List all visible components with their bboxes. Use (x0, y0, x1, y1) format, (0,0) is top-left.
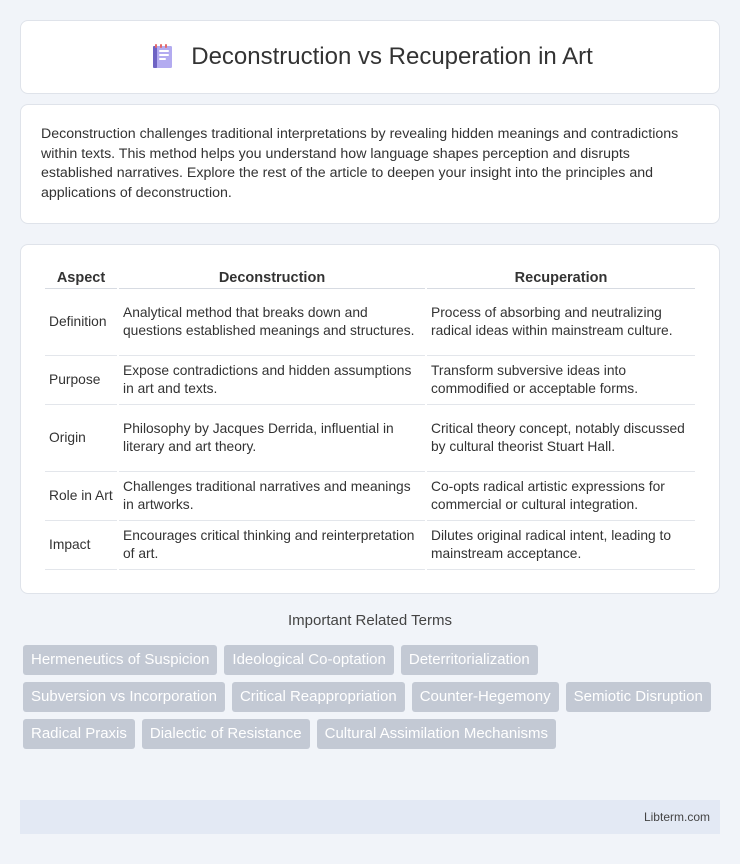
recuperation-cell: Dilutes original radical intent, leading to mainstream acceptance. (427, 521, 695, 570)
table-row (45, 356, 695, 405)
related-term-tag[interactable]: Counter-Hegemony (412, 682, 559, 712)
comparison-card (20, 244, 720, 594)
deconstruction-cell: Encourages critical thinking and reinterpretation of art. (119, 521, 425, 570)
related-term-tag[interactable]: Hermeneutics of Suspicion (23, 645, 217, 675)
recuperation-cell: Critical theory concept, notably discussed by cultural theorist Stuart Hall. (427, 405, 695, 472)
aspect-cell: Impact (45, 521, 117, 570)
related-terms-list (23, 645, 723, 749)
related-term-tag[interactable]: Radical Praxis (23, 719, 135, 749)
intro-card (20, 104, 720, 224)
related-term-tag[interactable]: Semiotic Disruption (566, 682, 711, 712)
deconstruction-cell: Challenges traditional narratives and meanings in artworks. (119, 472, 425, 521)
table-row (45, 472, 695, 521)
column-header: Recuperation (427, 265, 695, 289)
footer-site-link[interactable]: Libterm.com (643, 810, 710, 824)
deconstruction-cell: Analytical method that breaks down and questions established meanings and structures. (119, 289, 425, 356)
aspect-cell: Definition (45, 289, 117, 356)
related-term-tag[interactable]: Dialectic of Resistance (142, 719, 310, 749)
aspect-cell: Purpose (45, 356, 117, 405)
related-term-tag[interactable]: Critical Reappropriation (232, 682, 405, 712)
aspect-cell: Role in Art (45, 472, 117, 521)
related-term-tag[interactable]: Subversion vs Incorporation (23, 682, 225, 712)
recuperation-cell: Process of absorbing and neutralizing radical ideas within mainstream culture. (427, 289, 695, 356)
related-terms-title: Important Related Terms (288, 612, 452, 629)
footer (20, 800, 720, 834)
recuperation-cell: Transform subversive ideas into commodified or acceptable forms. (427, 356, 695, 405)
deconstruction-cell: Expose contradictions and hidden assumptions in art and texts. (119, 356, 425, 405)
title-card (20, 20, 720, 94)
recuperation-cell: Co-opts radical artistic expressions for commercial or cultural integration. (427, 472, 695, 521)
deconstruction-cell: Philosophy by Jacques Derrida, influential in literary and art theory. (119, 405, 425, 472)
column-header: Deconstruction (119, 265, 425, 289)
column-header: Aspect (45, 265, 117, 289)
table-row (45, 405, 695, 472)
book-icon (147, 42, 177, 72)
table-row (45, 289, 695, 356)
page-title: Deconstruction vs Recuperation in Art (191, 43, 593, 70)
table-header-row (45, 265, 695, 289)
related-term-tag[interactable]: Cultural Assimilation Mechanisms (317, 719, 556, 749)
aspect-cell: Origin (45, 405, 117, 472)
intro-text: Deconstruction challenges traditional interpretations by revealing hidden meanings and contradictions within texts. This method helps you understand how language shapes perception and disrupts established narratives. Explore the rest of the article to deepen your insight into the principles and applications of deconstruction. (41, 126, 679, 201)
table-row (45, 521, 695, 570)
related-term-tag[interactable]: Deterritorialization (401, 645, 538, 675)
related-term-tag[interactable]: Ideological Co-optation (224, 645, 393, 675)
comparison-table (43, 265, 697, 570)
